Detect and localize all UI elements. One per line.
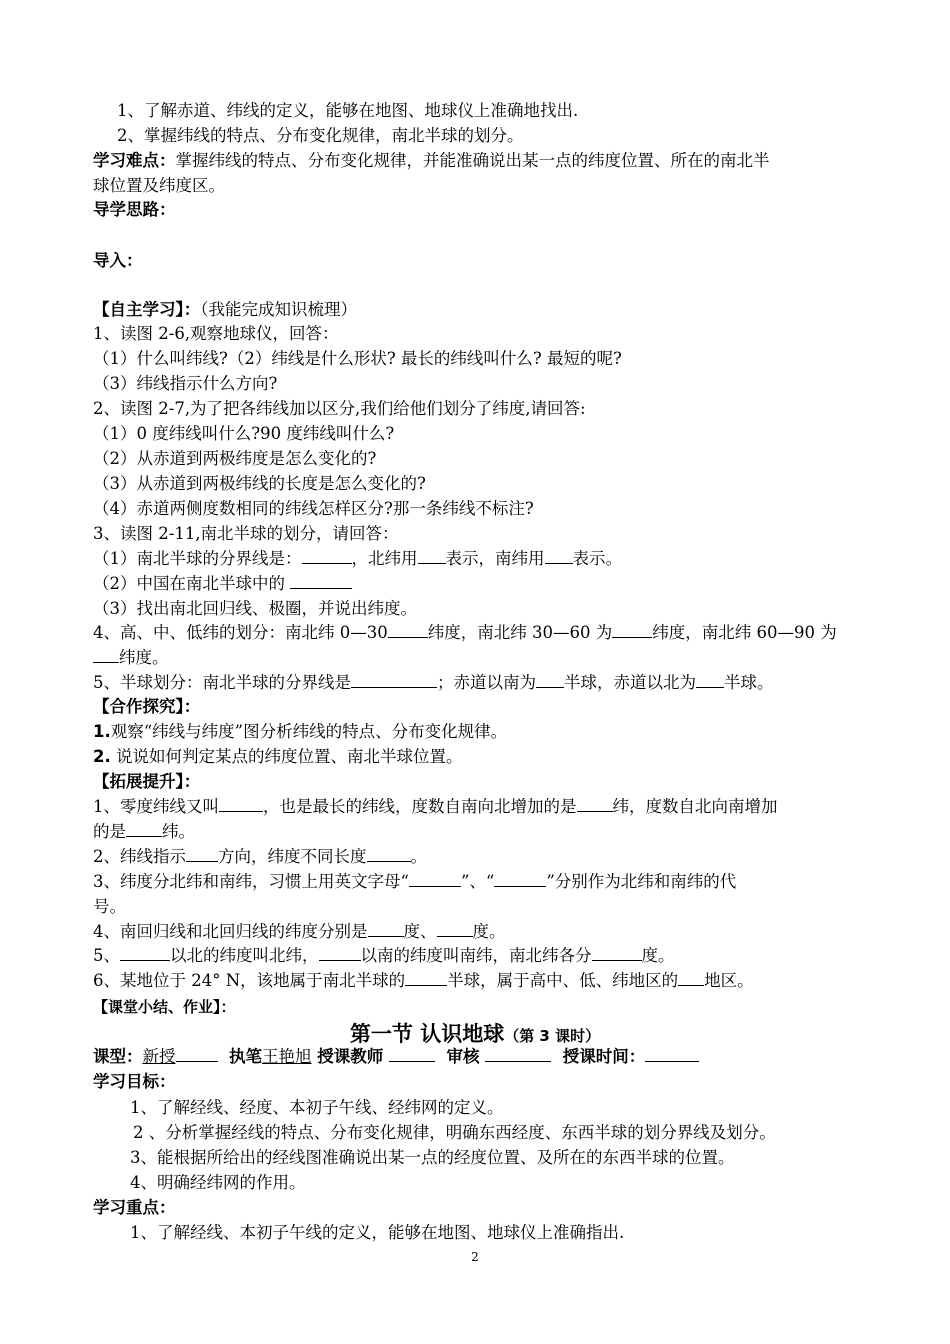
blank (302, 548, 352, 564)
goals-heading: 学习目标： (93, 1072, 176, 1091)
question-2: 2、读图 2-7,为了把各纬线加以区分,我们给他们划分了纬度,请回答: (93, 399, 586, 418)
section-subtitle: （第 3 课时） (504, 1027, 601, 1045)
blank (186, 846, 218, 862)
blank (577, 796, 613, 812)
question-1-3: （3）纬线指示什么方向? (93, 374, 278, 393)
blank (678, 970, 704, 986)
question-4-cont: 纬度。 (93, 647, 864, 669)
extension-2: 2、纬线指示 方向，纬度不同长度 。 (93, 847, 427, 866)
blank (389, 1046, 435, 1062)
blank (696, 672, 724, 688)
blank (418, 548, 446, 564)
blank (368, 921, 404, 937)
objective-line-2: 2、掌握纬线的特点、分布变化规律，南北半球的划分。 (117, 126, 524, 145)
cooperation-1: 1.观察“纬线与纬度”图分析纬线的特点、分布变化规律。 (93, 722, 508, 741)
intro-heading: 导入： (93, 251, 143, 270)
blank (219, 796, 263, 812)
blank (405, 970, 447, 986)
blank (176, 1046, 218, 1062)
question-2-1: （1）0 度纬线叫什么?90 度纬线叫什么? (93, 424, 395, 443)
question-2-3: （3）从赤道到两极纬线的长度是怎么变化的? (93, 474, 426, 493)
blank (409, 871, 461, 887)
question-5: 5、半球划分：南北半球的分界线是 ；赤道以南为 半球，赤道以北为 半球。 (93, 673, 774, 692)
goal-3: 3、能根据所给出的经线图准确说出某一点的经度位置、及所在的东西半球的位置。 (130, 1148, 735, 1167)
summary-heading: 【课堂小结、作业】： (93, 998, 236, 1016)
extension-4: 4、南回归线和北回归线的纬度分别是 度、 度。 (93, 922, 506, 941)
extension-1: 1、零度纬线又叫 ，也是最长的纬线，度数自南向北增加的是 纬，度数自北向南增加 (93, 797, 778, 816)
extension-3: 3、纬度分北纬和南纬，习惯上用英文字母“ ”、“ ”分别作为北纬和南纬的代 (93, 872, 737, 891)
blank (290, 573, 352, 589)
self-study-heading: 【自主学习】：（我能完成知识梳理） (93, 300, 357, 319)
question-1-1: （1）什么叫纬线?（2）纬线是什么形状? 最长的纬线叫什么? 最短的呢? (93, 349, 622, 368)
goal-1: 1、了解经线、经度、本初子午线、经纬网的定义。 (130, 1098, 504, 1117)
difficulty-line-cont: 球位置及纬度区。 (93, 176, 225, 195)
question-3-1: （1）南北半球的分界线是： ，北纬用 表示，南纬用 表示。 (93, 549, 622, 568)
blank (494, 871, 546, 887)
question-1: 1、读图 2-6,观察地球仪，回答： (93, 324, 339, 343)
blank (612, 622, 652, 638)
blank (437, 921, 473, 937)
key-points-heading: 学习重点： (93, 1198, 176, 1217)
difficulty-line: 学习难点：掌握纬线的特点、分布变化规律，并能准确说出某一点的纬度位置、所在的南北半 (93, 151, 770, 170)
extension-1-cont: 的是 纬。 (93, 822, 195, 841)
extension-heading: 【拓展提升】： (93, 772, 201, 791)
blank (319, 945, 361, 961)
section-title: 第一节 认识地球（第 3 课时） (349, 1022, 601, 1046)
extension-3-cont: 号。 (93, 897, 126, 916)
extension-6: 6、某地位于 24° N，该地属于南北半球的 半球，属于高中、低、纬地区的 地区。 (93, 971, 754, 990)
blank (545, 548, 573, 564)
blank (367, 846, 411, 862)
blank (645, 1046, 699, 1062)
guide-heading: 导学思路： (93, 200, 176, 219)
question-4: 4、高、中、低纬的划分：南北纬 0—30 纬度，南北纬 30—60 为 纬度，南北纬 60—90 为 (93, 623, 837, 642)
cooperation-heading: 【合作探究】： (93, 697, 201, 716)
blank (351, 672, 437, 688)
blank (592, 945, 642, 961)
question-3: 3、读图 2-11,南北半球的划分，请回答： (93, 524, 399, 543)
goal-4: 4、明确经纬网的作用。 (130, 1173, 306, 1192)
blank (388, 622, 428, 638)
cooperation-2: 2. 说说如何判定某点的纬度位置、南北半球位置。 (93, 747, 463, 766)
blank (120, 945, 170, 961)
goal-2: 2 、分析掌握经线的特点、分布变化规律，明确东西经度、东西半球的划分界线及划分。 (133, 1123, 776, 1142)
key-point-1: 1、了解经线、本初子午线的定义，能够在地图、地球仪上准确指出. (130, 1223, 625, 1242)
difficulty-label: 学习难点： (93, 151, 176, 170)
objective-line-1: 1、了解赤道、纬线的定义，能够在地图、地球仪上准确地找出. (117, 101, 579, 120)
blank (126, 821, 162, 837)
blank (485, 1046, 551, 1062)
extension-5: 5、 以北的纬度叫北纬， 以南的纬度叫南纬，南北纬各分 度。 (93, 946, 675, 965)
blank (536, 672, 564, 688)
question-2-4: （4）赤道两侧度数相同的纬线怎样区分?那一条纬线不标注? (93, 499, 534, 518)
question-3-2: （2）中国在南北半球中的 (93, 573, 864, 595)
page-number: 2 (471, 1250, 479, 1264)
question-2-2: （2）从赤道到两极纬度是怎么变化的? (93, 449, 377, 468)
lesson-info-row: 课型：新授 执笔王艳旭 授课教师 审核 授课时间： (93, 1046, 864, 1068)
question-3-3: （3）找出南北回归线、极圈，并说出纬度。 (93, 599, 417, 618)
blank (93, 647, 119, 663)
